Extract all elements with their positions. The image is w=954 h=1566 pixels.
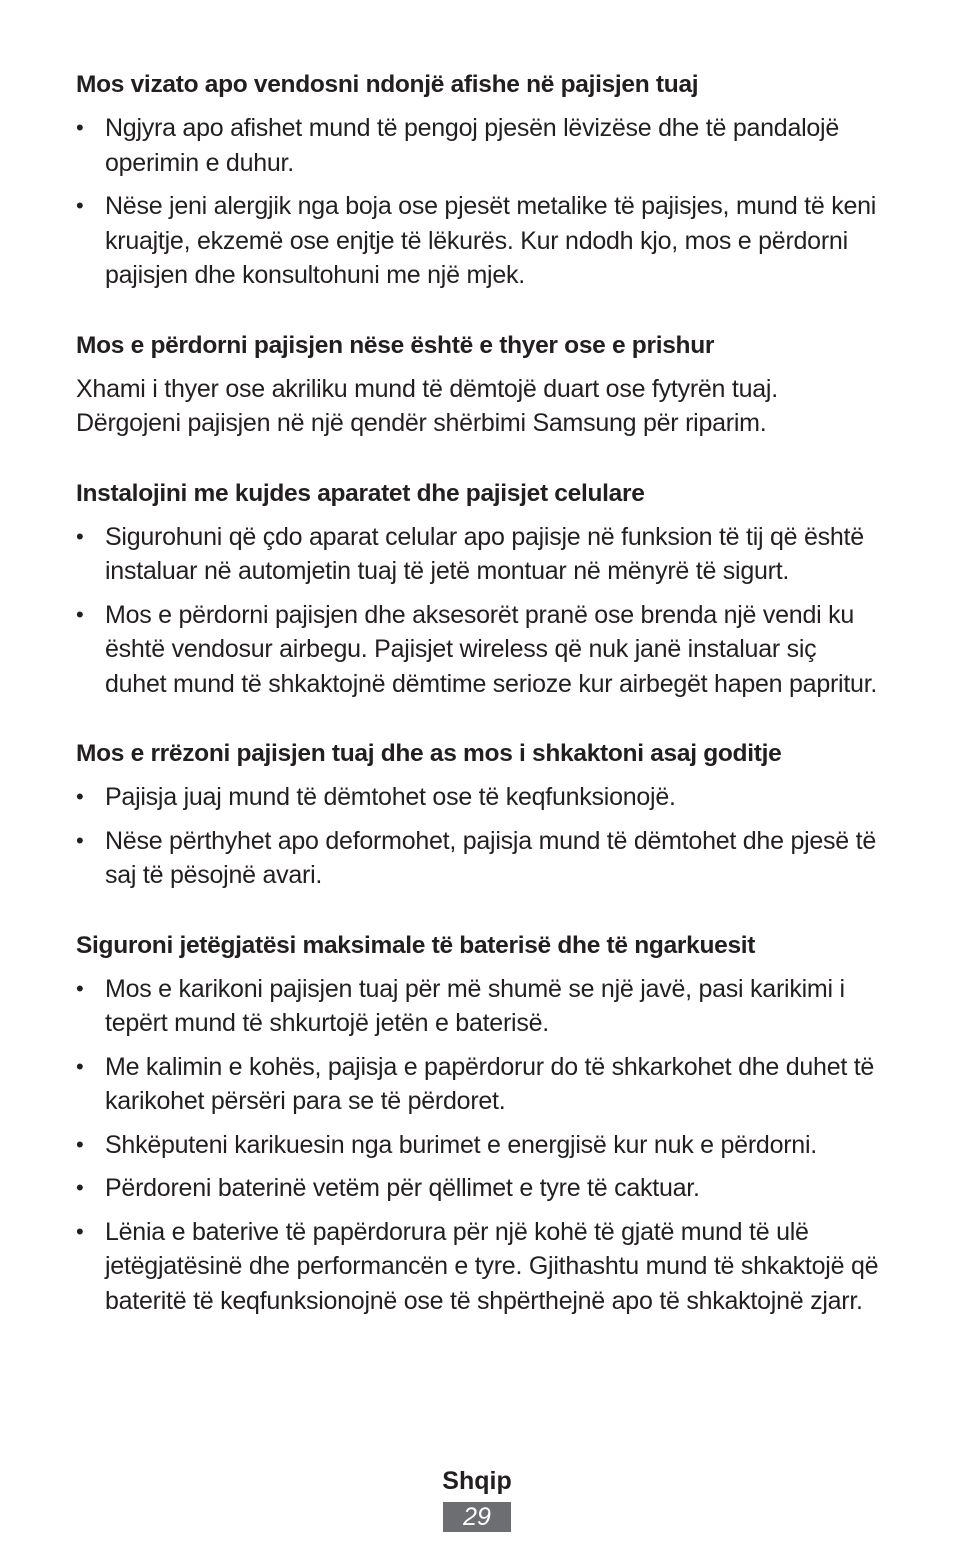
bullet-list <box>76 111 882 293</box>
bullet-text: Me kalimin e kohës, pajisja e papërdorur do të shkarkohet dhe duhet të karikohet përsëri para se të përdoret. <box>105 1052 875 1115</box>
bullet-text: Ngjyra apo afishet mund të pengoj pjesën lëvizëse dhe të pandalojë operimin e duhur. <box>105 114 840 177</box>
section-battery-life <box>76 929 882 1319</box>
footer-language: Shqip <box>442 1467 512 1495</box>
bullet-text: Nëse jeni alergjik nga boja ose pjesët metalike të pajisjes, mund të keni kruajtje, ekzemë ose enjtje të lëkurës. Kur ndodh kjo, mos e përdorni pajisjen dhe konsultohuni me një mjek. <box>105 192 877 289</box>
page-footer <box>0 1464 954 1532</box>
bullet-icon: • <box>76 523 84 549</box>
bullet-item <box>76 1215 882 1319</box>
section-heading: Mos e përdorni pajisjen nëse është e thyer ose e prishur <box>76 331 715 359</box>
section-paragraph: Xhami i thyer ose akriliku mund të dëmtojë duart ose fytyrën tuaj. Dërgojeni pajisjen në një qendër shërbimi Samsung për riparim. <box>76 374 778 437</box>
bullet-icon: • <box>76 1053 84 1079</box>
page-number-badge: 29 <box>443 1502 511 1532</box>
bullet-item <box>76 111 882 180</box>
bullet-icon: • <box>76 1131 84 1157</box>
bullet-text: Mos e përdorni pajisjen dhe aksesorët pranë ose brenda një vendi ku është vendosur airbegu. Pajisjet wireless që nuk janë instaluar siç duhet mund të shkaktojnë dëmtime serioze kur airbegët hapen papritur. <box>105 600 878 698</box>
bullet-item <box>76 1128 882 1163</box>
bullet-text: Nëse përthyhet apo deformohet, pajisja mund të dëmtohet dhe pjesë të saj të pësojnë avari. <box>105 826 877 889</box>
bullet-text: Lënia e baterive të papërdorura për një kohë të gjatë mund të ulë jetëgjatësinë dhe performancën e tyre. Gjithashtu mund të shkaktojë që bateritë të keqfunksionojnë ose të shpërthejnë apo të shkaktojnë zjarr. <box>105 1217 879 1315</box>
section-heading: Instalojini me kujdes aparatet dhe pajisjet celulare <box>76 479 645 507</box>
bullet-icon: • <box>76 827 84 853</box>
bullet-list <box>76 520 882 702</box>
section-heading: Mos vizato apo vendosni ndonjë afishe në pajisjen tuaj <box>76 71 699 98</box>
section-heading: Siguroni jetëgjatësi maksimale të baterisë dhe të ngarkuesit <box>76 931 756 959</box>
bullet-item <box>76 972 882 1041</box>
bullet-list <box>76 972 882 1319</box>
section-mobile-devices <box>76 477 882 702</box>
bullet-text: Mos e karikoni pajisjen tuaj për më shumë se një javë, pasi karikimi i tepërt mund të shkurtojë jetën e baterisë. <box>105 974 845 1037</box>
bullet-item <box>76 1171 882 1206</box>
bullet-icon: • <box>76 115 84 140</box>
bullet-icon: • <box>76 784 84 809</box>
bullet-icon: • <box>76 193 84 218</box>
section-heading: Mos e rrëzoni pajisjen tuaj dhe as mos i shkaktoni asaj goditje <box>76 740 782 767</box>
bullet-text: Pajisja juaj mund të dëmtohet ose të keqfunksionojë. <box>105 783 676 811</box>
bullet-item <box>76 780 882 815</box>
bullet-text: Sigurohuni që çdo aparat celular apo pajisje në funksion të tij që është instaluar në automjetin tuaj të jetë montuar në mënyrë të sigurt. <box>105 522 864 585</box>
bullet-text: Shkëputeni karikuesin nga burimet e energjisë kur nuk e përdorni. <box>105 1130 817 1159</box>
bullet-item <box>76 520 882 589</box>
document-page <box>76 68 882 1354</box>
bullet-icon: • <box>76 975 84 1001</box>
bullet-item <box>76 824 882 893</box>
bullet-icon: • <box>76 601 84 627</box>
bullet-text: Përdoreni baterinë vetëm për qëllimet e tyre të caktuar. <box>105 1174 700 1202</box>
section-drop-device <box>76 737 882 893</box>
bullet-item <box>76 189 882 293</box>
bullet-item <box>76 1050 882 1119</box>
bullet-icon: • <box>76 1218 84 1244</box>
bullet-item <box>76 598 882 702</box>
section-stickers <box>76 68 882 293</box>
bullet-list <box>76 780 882 893</box>
section-broken-device <box>76 329 882 441</box>
bullet-icon: • <box>76 1175 84 1200</box>
